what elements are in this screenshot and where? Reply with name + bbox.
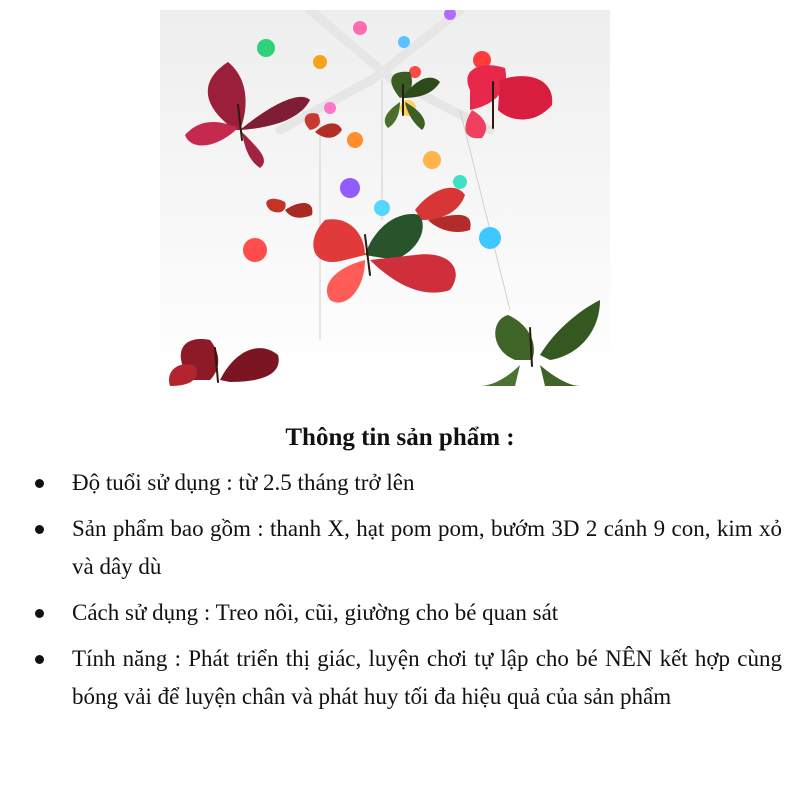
bullet-icon <box>35 479 44 488</box>
list-item-text: Sản phẩm bao gồm : thanh X, hạt pom pom, bướm 3D 2 cánh 9 con, kim xỏ và dây dù <box>72 516 782 579</box>
list-item-contents <box>30 510 782 586</box>
butterfly-mobile-photo-icon <box>160 10 610 386</box>
bullet-icon <box>35 525 44 534</box>
list-item-text: Tính năng : Phát triển thị giác, luyện chơi tự lập cho bé NÊN kết hợp cùng bóng vải để luyện chân và phát huy tối đa hiệu quả của sản phẩm <box>72 646 782 709</box>
list-item-age <box>30 464 782 502</box>
list-item-text: Độ tuổi sử dụng : từ 2.5 tháng trở lên <box>72 470 415 495</box>
product-info-title: Thông tin sản phẩm : <box>285 424 515 451</box>
list-item-features <box>30 640 782 716</box>
product-info-list <box>30 464 782 724</box>
list-item-usage <box>30 594 782 632</box>
product-photo <box>160 10 610 386</box>
bullet-icon <box>35 609 44 618</box>
list-item-text: Cách sử dụng : Treo nôi, cũi, giường cho bé quan sát <box>72 600 559 625</box>
bullet-icon <box>35 655 44 664</box>
